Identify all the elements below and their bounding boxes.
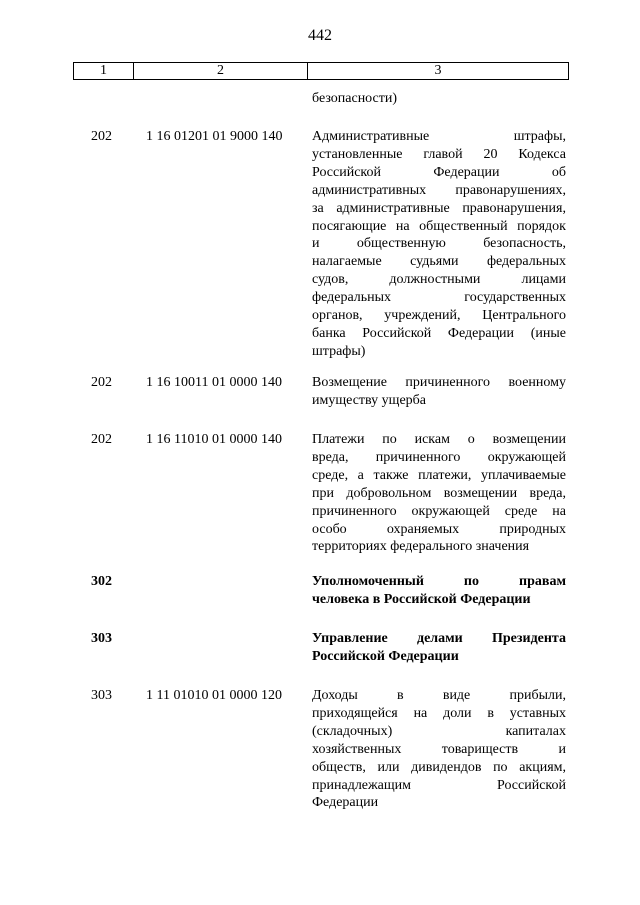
description-line: при добровольном возмещении вреда, [312, 485, 566, 501]
column-header-table [73, 62, 569, 80]
budget-classification-code: 1 16 10011 01 0000 140 [146, 375, 282, 390]
description-line: вреда, причиненного окружающей [312, 449, 566, 465]
description-line: Управление делами Президента [312, 631, 566, 646]
revenue-description [312, 431, 566, 556]
description-line: Платежи по искам о возмещении [312, 432, 566, 447]
admin-code: 302 [91, 574, 112, 589]
description-line: административных правонарушениях, [312, 182, 566, 198]
budget-classification-code: 1 11 01010 01 0000 120 [146, 688, 282, 703]
description-line: обществ, или дивидендов по акциям, [312, 759, 566, 775]
description-line: установленные главой 20 Кодекса [312, 146, 566, 162]
header-cell-3: 3 [434, 63, 442, 78]
header-cell-2: 2 [134, 63, 308, 79]
revenue-description [312, 573, 566, 609]
description-line: судов, должностными лицами [312, 272, 566, 288]
description-line: банка Российской Федерации (иные [312, 325, 566, 341]
description-line: особо охраняемых природных [312, 521, 566, 537]
revenue-description [312, 687, 566, 812]
description-line: Федерации [312, 795, 379, 811]
page-number: 442 [308, 27, 332, 44]
revenue-description [312, 128, 566, 361]
admin-code: 202 [91, 432, 112, 447]
description-line: имуществу ущерба [312, 392, 426, 408]
budget-classification-code: 1 16 11010 01 0000 140 [146, 432, 282, 447]
description-line: штрафы) [312, 343, 366, 359]
description-line: посягающие на общественный порядок [312, 218, 566, 234]
description-line: Российской Федерации [312, 648, 459, 664]
revenue-description [312, 374, 566, 410]
description-line: Уполномоченный по правам [312, 574, 566, 589]
revenue-description [312, 630, 566, 666]
description-line: Возмещение причиненного военному [312, 375, 566, 390]
description-line: за административные правонарушения, [312, 200, 566, 216]
admin-code: 202 [91, 375, 112, 390]
continuation-text: безопасности) [312, 91, 398, 106]
header-cell-1: 1 [74, 63, 134, 79]
admin-code: 303 [91, 688, 112, 703]
description-line: Российской Федерации об [312, 164, 566, 180]
description-line: территориях федерального значения [312, 539, 530, 555]
description-line: налагаемые судьями федеральных [312, 254, 566, 270]
description-line: принадлежащим Российской [312, 777, 566, 793]
description-line: среде, а также платежи, уплачиваемые [312, 467, 566, 483]
description-line: и общественную безопасность, [312, 236, 566, 252]
description-line: приходящейся на доли в уставных [312, 705, 566, 721]
admin-code: 202 [91, 129, 112, 144]
description-line: (складочных) капиталах [312, 723, 566, 739]
description-line: Доходы в виде прибыли, [312, 688, 566, 703]
description-line: хозяйственных товариществ и [312, 741, 566, 757]
description-line: органов, учреждений, Центрального [312, 308, 566, 324]
budget-classification-code: 1 16 01201 01 9000 140 [146, 129, 283, 144]
description-line: причиненного окружающей среде на [312, 503, 566, 519]
admin-code: 303 [91, 631, 112, 646]
description-line: федеральных государственных [312, 290, 566, 306]
description-line: Административные штрафы, [312, 129, 566, 144]
description-line: человека в Российской Федерации [312, 591, 531, 607]
